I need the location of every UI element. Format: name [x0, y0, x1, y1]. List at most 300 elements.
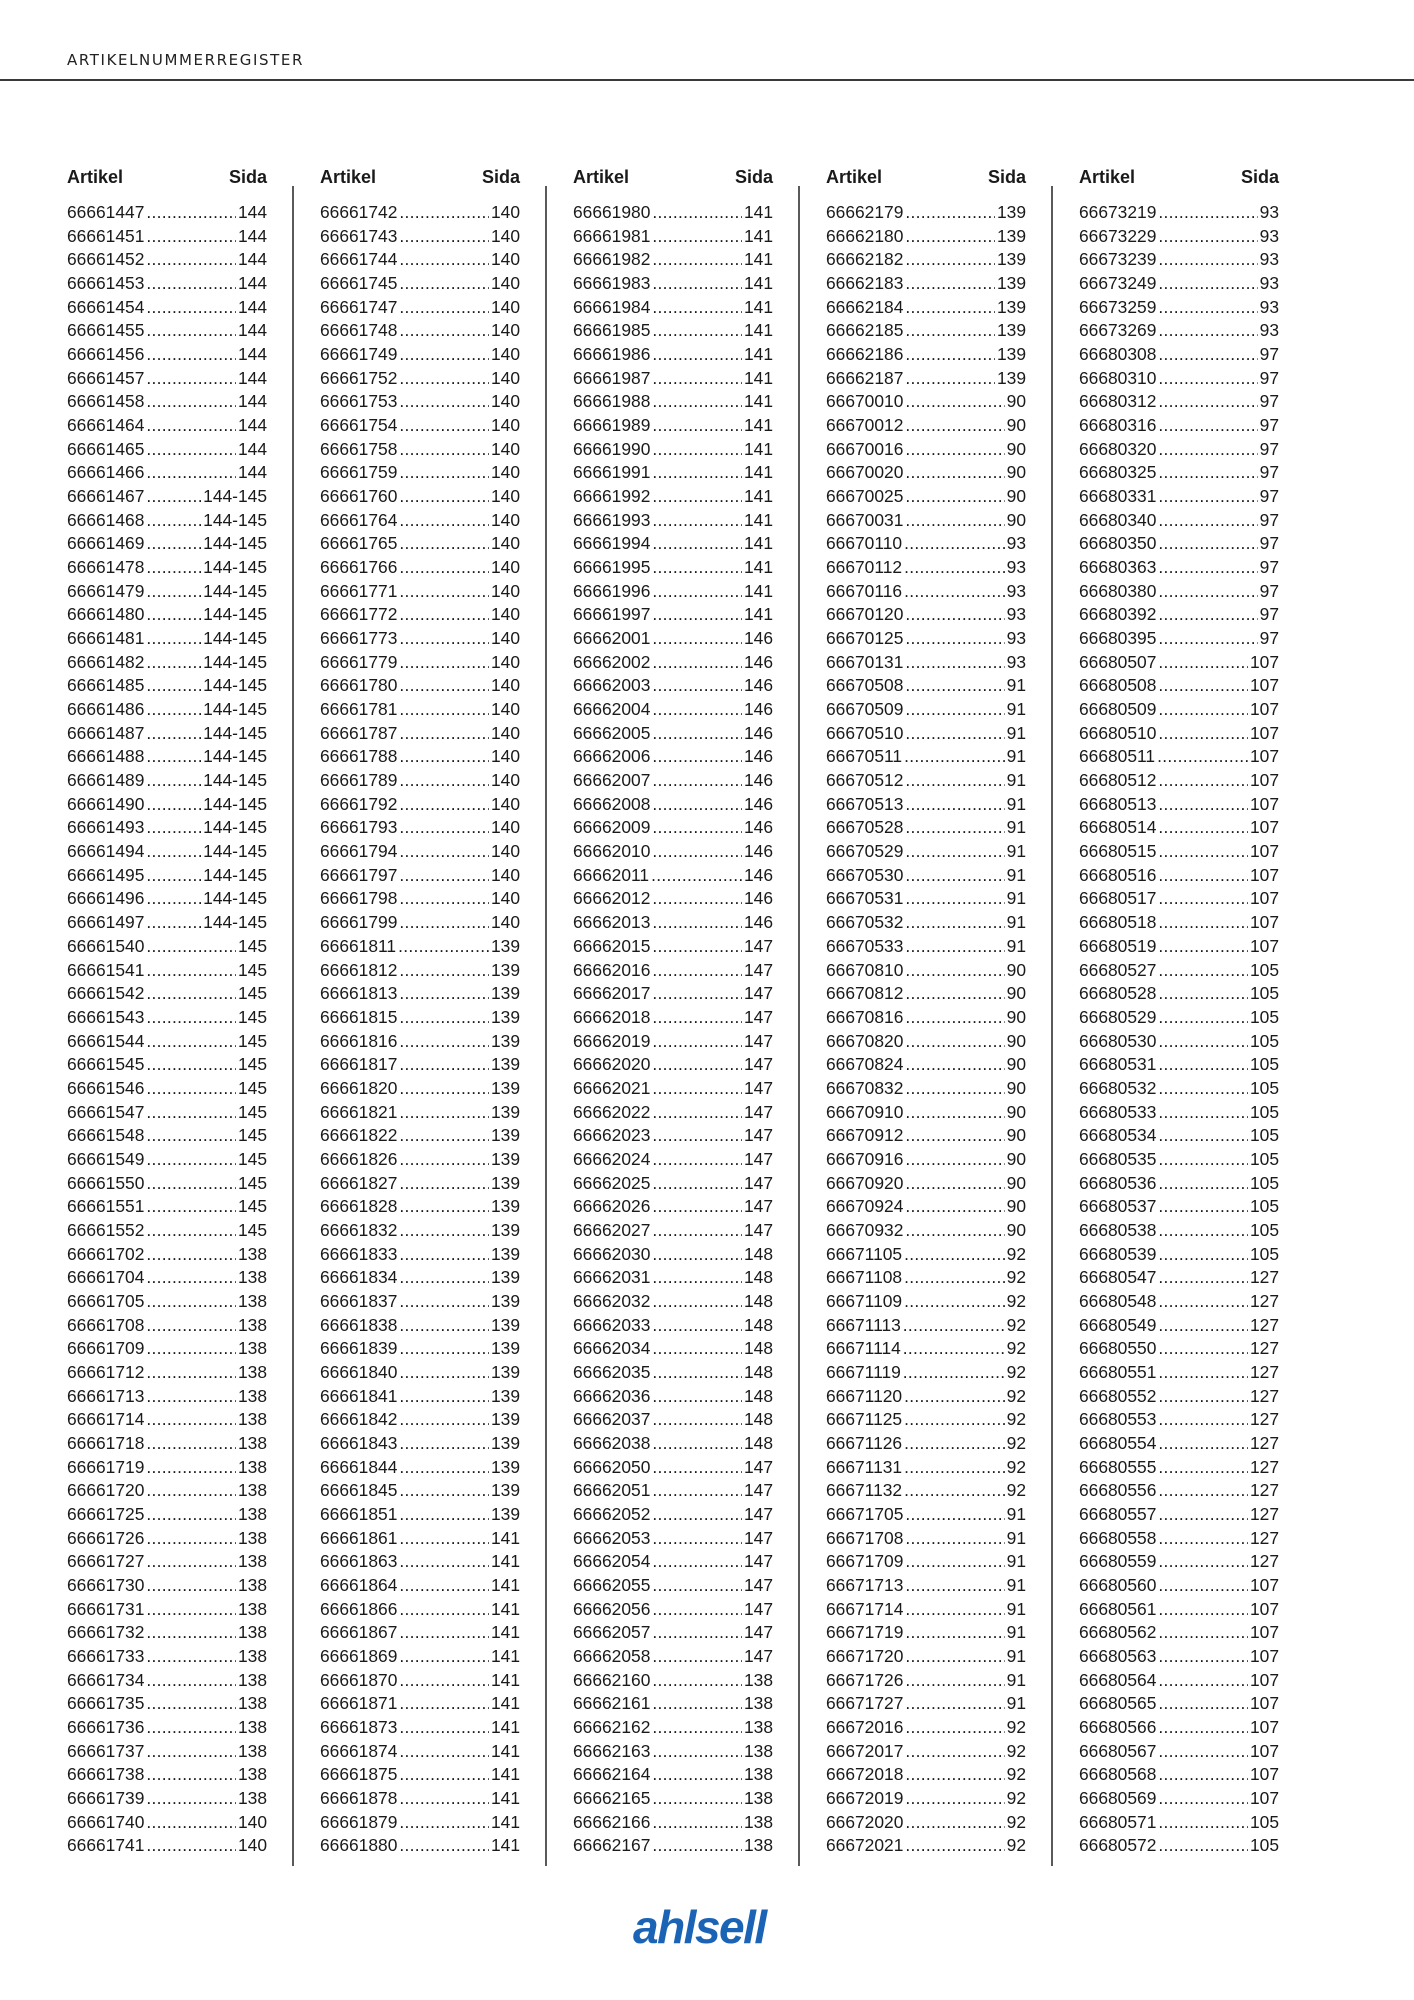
page-reference: 144 [237, 462, 267, 483]
dot-leader [905, 1550, 1004, 1574]
article-number: 66661758 [320, 438, 398, 459]
dot-leader [652, 982, 742, 1006]
index-row [67, 414, 267, 438]
page-reference: 127 [1249, 1527, 1279, 1548]
page-reference: 141 [490, 1622, 520, 1643]
page-reference: 97 [1259, 344, 1279, 365]
dot-leader [399, 1408, 489, 1432]
article-number: 66662179 [826, 202, 904, 222]
dot-leader [399, 272, 489, 296]
index-row [67, 1148, 267, 1172]
page-reference: 147 [743, 1456, 773, 1477]
page-reference: 147 [743, 1172, 773, 1193]
dot-leader [1158, 1787, 1248, 1811]
index-row [826, 1361, 1026, 1385]
dot-leader [399, 1385, 489, 1409]
page-reference: 139 [490, 1172, 520, 1193]
article-number: 66680395 [1079, 628, 1157, 649]
index-row [1079, 1763, 1279, 1787]
page-reference: 91 [1006, 1598, 1026, 1619]
index-row [826, 698, 1026, 722]
index-row [573, 982, 773, 1006]
dot-leader [1157, 745, 1248, 769]
index-row [1079, 343, 1279, 367]
page-reference: 107 [1249, 770, 1279, 791]
article-number: 66661765 [320, 533, 398, 554]
index-row [320, 556, 520, 580]
index-row [1079, 1030, 1279, 1054]
page-reference: 140 [490, 344, 520, 365]
dot-leader [1158, 201, 1257, 225]
page-reference: 144 [237, 249, 267, 270]
dot-leader [1158, 1172, 1248, 1196]
page-reference: 146 [743, 793, 773, 814]
page-reference: 105 [1249, 959, 1279, 980]
dot-leader [905, 1834, 1004, 1858]
dot-leader [652, 603, 742, 627]
index-row [1079, 367, 1279, 391]
article-number: 66661544 [67, 1030, 145, 1051]
page-reference: 138 [237, 1645, 267, 1666]
article-number: 66680552 [1079, 1385, 1157, 1406]
article-number: 66661787 [320, 722, 398, 743]
page-reference: 92 [1006, 1835, 1026, 1856]
dot-leader [905, 367, 995, 391]
dot-leader [652, 698, 742, 722]
page-reference: 138 [237, 1717, 267, 1737]
article-number: 66661772 [320, 604, 398, 625]
index-row [1079, 793, 1279, 817]
dot-leader [1158, 1479, 1248, 1503]
dot-leader [652, 1787, 742, 1811]
dot-leader [1158, 1053, 1248, 1077]
page-reference: 107 [1249, 841, 1279, 862]
page-reference: 141 [490, 1574, 520, 1595]
page-reference: 139 [996, 202, 1026, 222]
page-reference: 139 [996, 225, 1026, 246]
header-page: Sida [228, 167, 267, 187]
index-row [67, 793, 267, 817]
page-reference: 140 [490, 249, 520, 270]
dot-leader [146, 982, 236, 1006]
page-reference: 147 [743, 1030, 773, 1051]
article-number: 66661873 [320, 1717, 398, 1737]
index-row [573, 1385, 773, 1409]
dot-leader [399, 627, 489, 651]
page-reference: 139 [490, 1148, 520, 1169]
dot-leader [146, 1195, 236, 1219]
page-reference: 145 [237, 959, 267, 980]
index-row [320, 1811, 520, 1835]
index-row [320, 1574, 520, 1598]
page-reference: 144-145 [203, 699, 267, 720]
article-number: 66661987 [573, 367, 651, 388]
article-number: 66661730 [67, 1574, 145, 1595]
dot-leader [146, 272, 236, 296]
article-number: 66680331 [1079, 486, 1157, 507]
page-reference: 138 [743, 1740, 773, 1761]
page-reference: 139 [996, 249, 1026, 270]
article-number: 66670824 [826, 1054, 904, 1075]
page-reference: 141 [743, 344, 773, 365]
dot-leader [652, 1669, 742, 1693]
dot-leader [146, 1006, 236, 1030]
index-row [1079, 1361, 1279, 1385]
page-reference: 144-145 [203, 486, 267, 507]
index-row [826, 1290, 1026, 1314]
index-row [573, 722, 773, 746]
page-reference: 90 [1006, 1125, 1026, 1146]
article-number: 66661489 [67, 770, 145, 791]
dot-leader [905, 1077, 1004, 1101]
index-row [320, 509, 520, 533]
page-reference: 105 [1249, 1196, 1279, 1217]
dot-leader [905, 1740, 1004, 1764]
dot-leader [1158, 1456, 1248, 1480]
article-number: 66661817 [320, 1054, 398, 1075]
header-page: Sida [1240, 167, 1279, 187]
page-reference: 140 [490, 699, 520, 720]
page-reference: 146 [743, 864, 773, 885]
article-number: 66661496 [67, 888, 145, 909]
page-reference: 141 [743, 438, 773, 459]
index-row [320, 1763, 520, 1787]
dot-leader [905, 1101, 1004, 1125]
article-number: 66661773 [320, 628, 398, 649]
article-number: 66670530 [826, 864, 904, 885]
dot-leader [904, 1385, 1005, 1409]
page-reference: 97 [1259, 533, 1279, 554]
dot-leader [146, 390, 236, 414]
article-number: 66680519 [1079, 935, 1157, 956]
page-reference: 138 [237, 1361, 267, 1382]
index-row [573, 1006, 773, 1030]
page-reference: 90 [1006, 1172, 1026, 1193]
article-number: 66661737 [67, 1740, 145, 1761]
index-row [1079, 414, 1279, 438]
index-row [573, 1621, 773, 1645]
article-number: 66661546 [67, 1077, 145, 1098]
page-reference: 127 [1249, 1480, 1279, 1501]
index-row [67, 1574, 267, 1598]
page-reference: 144-145 [203, 651, 267, 672]
page-reference: 147 [743, 1598, 773, 1619]
page-reference: 127 [1249, 1314, 1279, 1335]
header-article: Artikel [320, 167, 377, 187]
page-reference: 139 [490, 1456, 520, 1477]
index-row [67, 532, 267, 556]
dot-leader [652, 1550, 742, 1574]
index-row [573, 1148, 773, 1172]
index-row [320, 816, 520, 840]
article-number: 66680559 [1079, 1551, 1157, 1572]
dot-leader [399, 864, 489, 888]
article-number: 66661839 [320, 1338, 398, 1359]
page-reference: 90 [1006, 486, 1026, 507]
page-reference: 146 [743, 651, 773, 672]
dot-leader [905, 1030, 1004, 1054]
article-number: 66661467 [67, 486, 145, 507]
page-reference: 146 [743, 722, 773, 743]
article-number: 66661874 [320, 1740, 398, 1761]
dot-leader [652, 1219, 742, 1243]
page-reference: 146 [743, 699, 773, 720]
index-row [320, 1432, 520, 1456]
dot-leader [146, 1598, 236, 1622]
dot-leader [905, 674, 1004, 698]
article-number: 66662018 [573, 1006, 651, 1027]
index-row [67, 769, 267, 793]
article-number: 66662166 [573, 1811, 651, 1832]
page-reference: 90 [1006, 1148, 1026, 1169]
index-row [573, 1645, 773, 1669]
article-number: 66680508 [1079, 675, 1157, 696]
page-reference: 140 [490, 415, 520, 436]
page-reference: 97 [1259, 604, 1279, 625]
article-number: 66661550 [67, 1172, 145, 1193]
page-reference: 107 [1249, 935, 1279, 956]
page-reference: 107 [1249, 1740, 1279, 1761]
dot-leader [905, 1148, 1004, 1172]
dot-leader [146, 580, 201, 604]
dot-leader [652, 1527, 742, 1551]
dot-leader [652, 1243, 742, 1267]
article-number: 66661993 [573, 509, 651, 530]
article-number: 66673219 [1079, 202, 1157, 222]
article-number: 66661713 [67, 1385, 145, 1406]
article-number: 66662005 [573, 722, 651, 743]
dot-leader [399, 248, 489, 272]
index-row [320, 1621, 520, 1645]
article-number: 66661983 [573, 273, 651, 294]
article-number: 66680565 [1079, 1693, 1157, 1714]
index-row [67, 1645, 267, 1669]
article-number: 66662027 [573, 1219, 651, 1240]
page-reference: 90 [1006, 1077, 1026, 1098]
dot-leader [399, 1716, 489, 1740]
dot-leader [905, 793, 1004, 817]
article-number: 66680555 [1079, 1456, 1157, 1477]
article-number: 66661466 [67, 462, 145, 483]
index-row [67, 201, 267, 225]
article-number: 66671713 [826, 1574, 904, 1595]
dot-leader [652, 272, 742, 296]
ahlsell-logo: ahlsell [633, 1901, 766, 1953]
dot-leader [146, 1432, 236, 1456]
dot-leader [399, 1290, 489, 1314]
index-row [573, 1101, 773, 1125]
page-reference: 141 [743, 415, 773, 436]
article-number: 66661739 [67, 1788, 145, 1809]
article-number: 66680572 [1079, 1835, 1157, 1856]
article-number: 66673269 [1079, 320, 1157, 341]
dot-leader [1158, 1763, 1248, 1787]
index-row [826, 438, 1026, 462]
index-row [67, 509, 267, 533]
dot-leader [904, 745, 1005, 769]
article-number: 66671105 [826, 1243, 903, 1264]
index-row [826, 1077, 1026, 1101]
article-number: 66661454 [67, 296, 145, 317]
dot-leader [904, 1266, 1005, 1290]
index-row [1079, 296, 1279, 320]
dot-leader [1158, 248, 1257, 272]
index-row [67, 1408, 267, 1432]
dot-leader [905, 1763, 1004, 1787]
article-number: 66671120 [826, 1385, 903, 1406]
page-reference: 147 [743, 1527, 773, 1548]
article-number: 66680517 [1079, 888, 1157, 909]
index-row [826, 816, 1026, 840]
index-row [1079, 816, 1279, 840]
index-row [67, 296, 267, 320]
dot-leader [146, 816, 201, 840]
dot-leader [652, 745, 742, 769]
article-number: 66671714 [826, 1598, 904, 1619]
index-row [573, 1811, 773, 1835]
page-reference: 140 [490, 864, 520, 885]
index-row [826, 1195, 1026, 1219]
index-row [826, 1574, 1026, 1598]
index-row [573, 248, 773, 272]
index-row [826, 461, 1026, 485]
article-number: 66661742 [320, 202, 398, 222]
dot-leader [905, 1053, 1004, 1077]
article-number: 66662050 [573, 1456, 651, 1477]
article-number: 66661844 [320, 1456, 398, 1477]
page-reference: 139 [996, 320, 1026, 341]
index-row [573, 1716, 773, 1740]
article-number: 66671708 [826, 1527, 904, 1548]
article-number: 66661781 [320, 699, 398, 720]
article-number: 66680363 [1079, 557, 1157, 578]
dot-leader [146, 1740, 236, 1764]
dot-leader [146, 1148, 236, 1172]
article-number: 66672016 [826, 1717, 904, 1737]
index-row [320, 296, 520, 320]
article-number: 66680558 [1079, 1527, 1157, 1548]
dot-leader [399, 532, 489, 556]
index-row [573, 1219, 773, 1243]
page-reference: 90 [1006, 983, 1026, 1004]
dot-leader [399, 1763, 489, 1787]
index-row [573, 485, 773, 509]
page-reference: 93 [1259, 249, 1279, 270]
page-reference: 91 [1006, 1527, 1026, 1548]
index-row [67, 272, 267, 296]
article-number: 66680535 [1079, 1148, 1157, 1169]
index-row [320, 367, 520, 391]
dot-leader [1158, 1030, 1248, 1054]
index-row [826, 1811, 1026, 1835]
article-number: 66670533 [826, 935, 904, 956]
index-row [573, 1834, 773, 1858]
page-reference: 144 [237, 202, 267, 222]
dot-leader [399, 1527, 489, 1551]
dot-leader [399, 1550, 489, 1574]
page-reference: 145 [237, 1101, 267, 1122]
index-row [573, 1053, 773, 1077]
article-number: 66680539 [1079, 1243, 1157, 1264]
index-row [1079, 1148, 1279, 1172]
page-reference: 140 [490, 888, 520, 909]
page-reference: 147 [743, 1101, 773, 1122]
index-row [67, 1361, 267, 1385]
index-row [320, 1834, 520, 1858]
page-reference: 140 [490, 486, 520, 507]
dot-leader [905, 1669, 1004, 1693]
dot-leader [652, 319, 742, 343]
index-row [67, 1195, 267, 1219]
dot-leader [1158, 272, 1257, 296]
index-row [826, 1763, 1026, 1787]
index-row [1079, 674, 1279, 698]
page-reference: 138 [237, 1764, 267, 1785]
dot-leader [146, 1527, 236, 1551]
article-number: 66661995 [573, 557, 651, 578]
page-reference: 140 [490, 391, 520, 412]
dot-leader [1158, 1811, 1248, 1835]
page-reference: 139 [490, 1480, 520, 1501]
page-reference: 138 [743, 1811, 773, 1832]
dot-leader [652, 1763, 742, 1787]
page-reference: 105 [1249, 1148, 1279, 1169]
index-row [67, 982, 267, 1006]
dot-leader [399, 698, 489, 722]
index-row [1079, 1385, 1279, 1409]
index-row [573, 887, 773, 911]
article-number: 66672019 [826, 1788, 904, 1809]
article-number: 66672017 [826, 1740, 904, 1761]
index-row [1079, 769, 1279, 793]
header-page: Sida [987, 167, 1026, 187]
page-reference: 91 [1006, 1503, 1026, 1524]
dot-leader [399, 1811, 489, 1835]
index-row [573, 1527, 773, 1551]
article-number: 66680568 [1079, 1764, 1157, 1785]
dot-leader [652, 959, 742, 983]
index-row [67, 367, 267, 391]
index-row [1079, 1479, 1279, 1503]
page-reference: 92 [1006, 1338, 1026, 1359]
article-number: 66661488 [67, 746, 145, 767]
page-reference: 138 [743, 1693, 773, 1714]
index-row [826, 935, 1026, 959]
page-reference: 147 [743, 1125, 773, 1146]
index-row [67, 959, 267, 983]
article-number: 66661864 [320, 1574, 398, 1595]
index-row [67, 1740, 267, 1764]
index-row [826, 1550, 1026, 1574]
dot-leader [652, 1503, 742, 1527]
article-number: 66670920 [826, 1172, 904, 1193]
article-number: 66662186 [826, 344, 904, 365]
page-reference: 145 [237, 1125, 267, 1146]
index-row [573, 1598, 773, 1622]
article-number: 66661490 [67, 793, 145, 814]
index-row [1079, 1621, 1279, 1645]
index-row [826, 248, 1026, 272]
dot-leader [146, 1243, 236, 1267]
dot-leader [1158, 485, 1257, 509]
index-row [320, 745, 520, 769]
index-row [1079, 272, 1279, 296]
dot-leader [905, 935, 1004, 959]
article-index-table [67, 156, 1287, 1866]
dot-leader [652, 1834, 742, 1858]
index-row [320, 1716, 520, 1740]
article-number: 66680550 [1079, 1338, 1157, 1359]
